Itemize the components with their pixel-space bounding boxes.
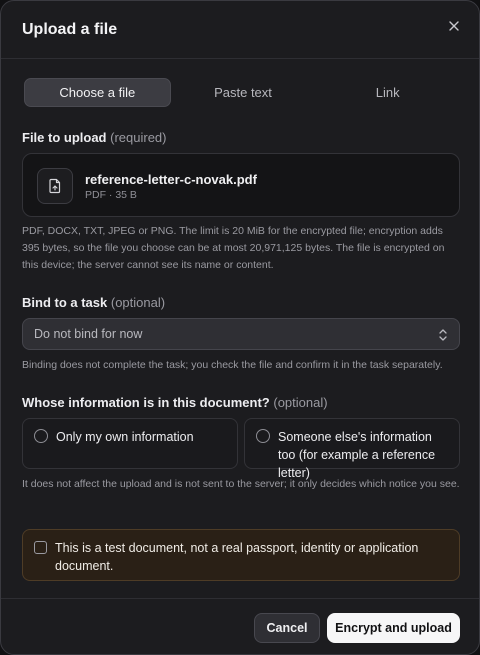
file-icon-container xyxy=(37,168,73,204)
bind-task-label-text: Bind to a task xyxy=(22,295,108,310)
owner-label-text: Whose information is in this document? xyxy=(22,395,270,410)
file-to-upload-label xyxy=(22,130,166,145)
owner-label-hint: (optional) xyxy=(273,395,328,410)
radio-label-others: Someone else's information too (for example a reference letter) xyxy=(278,430,436,480)
test-document-label: This is a test document, not a real passport, identity or application document. xyxy=(55,541,419,573)
tab-choose-file[interactable]: Choose a file xyxy=(24,78,171,107)
encrypt-upload-button[interactable]: Encrypt and upload xyxy=(327,613,460,643)
owner-help-text: It does not affect the upload and is not sent to the server; it only decides which notice you see. xyxy=(22,478,460,490)
tab-paste-text[interactable]: Paste text xyxy=(214,85,272,100)
close-icon xyxy=(449,21,459,31)
test-document-checkbox-row[interactable] xyxy=(22,529,460,581)
dialog-footer xyxy=(1,598,479,655)
file-meta: PDF · 35 B xyxy=(85,189,137,201)
bind-task-label-hint: (optional) xyxy=(110,295,166,310)
file-help-text: PDF, DOCX, TXT, JPEG or PNG. The limit is 20 MiB for the encrypted file; encryption adds 395 bytes, so the file you choose can be at most 20,971,125 bytes. The file is encrypted on this device; the server cannot see its name or content. xyxy=(22,225,445,271)
task-select-value: Do not bind for now xyxy=(34,327,143,341)
close-button[interactable] xyxy=(443,15,465,37)
radio-circle[interactable] xyxy=(34,429,48,443)
file-icon xyxy=(48,178,62,194)
file-label-text: File to upload xyxy=(22,130,107,145)
radio-circle[interactable] xyxy=(256,429,270,443)
file-name: reference-letter-c-novak.pdf xyxy=(85,172,257,187)
radio-option-others[interactable] xyxy=(244,418,460,480)
test-document-checkbox[interactable] xyxy=(34,541,47,554)
bind-task-label xyxy=(22,295,165,310)
cancel-button[interactable]: Cancel xyxy=(254,613,320,643)
source-tabs xyxy=(24,78,460,107)
chevron-up-down-icon xyxy=(437,327,449,343)
radio-option-own[interactable] xyxy=(22,418,238,469)
owner-label xyxy=(22,395,328,410)
task-select[interactable] xyxy=(22,318,460,350)
file-label-hint: (required) xyxy=(110,130,167,145)
dialog-title: Upload a file xyxy=(22,21,118,38)
task-help-text: Binding does not complete the task; you check the file and confirm it in the task separately. xyxy=(22,359,443,371)
selected-file-card[interactable] xyxy=(22,153,460,217)
dialog-header xyxy=(1,1,479,59)
tab-link[interactable]: Link xyxy=(375,85,400,100)
radio-label-own: Only my own information xyxy=(56,430,194,444)
